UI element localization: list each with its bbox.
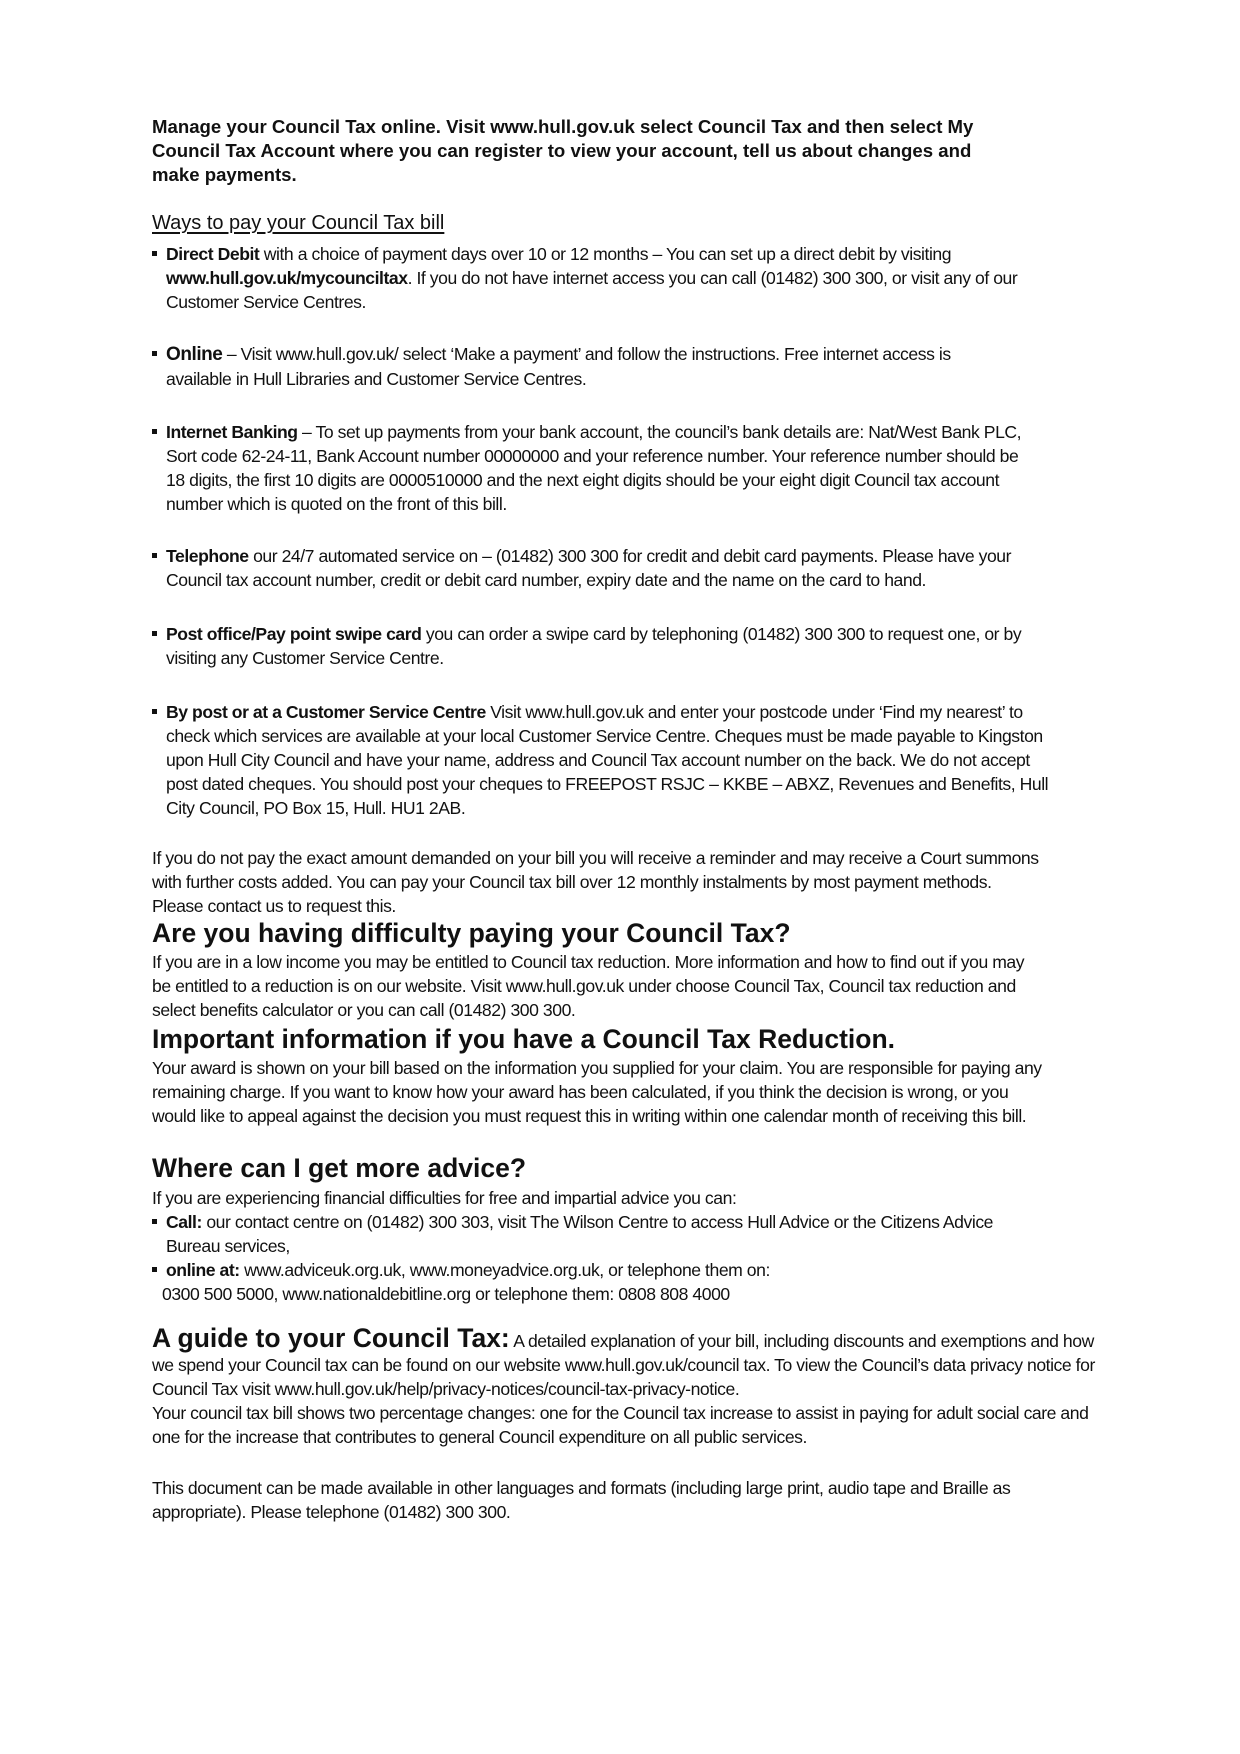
payment-item-direct-debit (152, 242, 1032, 314)
advice-text: www.adviceuk.org.uk, www.moneyadvice.org.uk, or telephone them on: (239, 1260, 770, 1280)
formats-paragraph: This document can be made available in other languages and formats (including large print, audio tape and Braille as appropriate). Please telephone (01482) 300 300. (152, 1478, 1011, 1522)
guide-heading: A guide to your Council Tax: (152, 1323, 510, 1353)
ways-to-pay-heading: Ways to pay your Council Tax bill (152, 212, 445, 234)
advice-label: Call: (166, 1212, 202, 1232)
guide-paragraph (152, 1323, 1102, 1449)
payment-method-label: By post or at a Customer Service Centre (166, 702, 486, 722)
payment-method-label: Post office/Pay point swipe card (166, 624, 422, 644)
bullet-icon (152, 631, 157, 636)
payment-item-online (152, 342, 1012, 391)
advice-label: online at: (166, 1260, 240, 1280)
payment-item-by-post (152, 700, 1062, 820)
intro-paragraph: Manage your Council Tax online. Visit www.hull.gov.uk select Council Tax and then select My Council Tax Account where you can register to view your account, tell us about changes and make payments. (152, 116, 974, 185)
payment-method-label: Direct Debit (166, 244, 260, 264)
advice-item-call (152, 1210, 1042, 1258)
payment-item-swipe-card (152, 622, 1032, 670)
payment-method-text: our 24/7 automated service on – (01482) 300 300 for credit and debit card payments. Please have your Council tax account number, credit or debit card number, expiry date and the name on the card to hand. (166, 546, 1012, 590)
payment-method-text: Visit www.hull.gov.uk and enter your postcode under ‘Find my nearest’ to check which services are available at your local Customer Service Centre. Cheques must be made payable to Kingston upon Hull City Council and have your name, address and Council Tax account number on the back. We do not accept post dated cheques. You should post your cheques to FREEPOST RSJC – KKBE – ABXZ, Revenues and Benefits, Hull City Council, PO Box 15, Hull. HU1 2AB. (166, 702, 1049, 818)
payment-item-internet-banking (152, 420, 1032, 516)
payment-method-label: Telephone (166, 546, 249, 566)
payment-method-label: Online (166, 344, 223, 365)
difficulty-paragraph: If you are in a low income you may be entitled to Council tax reduction. More information and how to find out if you may be entitled to a reduction is on our website. Visit www.hull.gov.uk under choose Council Tax, Council tax reduction and select benefits calculator or you can call (01482) 300 300. (152, 952, 1025, 1020)
mycounciltax-link[interactable]: www.hull.gov.uk/mycounciltax (166, 268, 408, 288)
payment-method-text: you can order a swipe card by telephoning (01482) 300 300 to request one, or by visiting any Customer Service Centre. (166, 624, 1022, 668)
payment-item-telephone (152, 544, 1032, 592)
bullet-icon (152, 709, 157, 714)
bullet-icon (152, 1219, 157, 1224)
payment-method-text: . If you do not have internet access you can call (01482) 300 300, or visit any of our Customer Service Centres. (166, 268, 1018, 312)
bullet-icon (152, 1267, 157, 1272)
advice-intro: If you are experiencing financial difficulties for free and impartial advice you can: (152, 1188, 737, 1208)
guide-text: A detailed explanation of your bill, including discounts and exemptions and how we spend your Council tax can be found on our website www.hull.gov.uk/council tax. To view the Council’s data privacy notice for Council Tax visit www.hull.gov.uk/help/privacy-notices/council-tax-privacy-notice. (152, 1331, 1095, 1399)
advice-text: our contact centre on (01482) 300 303, visit The Wilson Centre to access Hull Advice or the Citizens Advice Bureau services, (166, 1212, 994, 1256)
bullet-icon (152, 429, 157, 434)
payment-method-label: Internet Banking (166, 422, 298, 442)
advice-item-online (152, 1258, 1042, 1306)
guide-text-2: Your council tax bill shows two percentage changes: one for the Council tax increase to assist in paying for adult social care and one for the increase that contributes to general Council expenditure on all public services. (152, 1403, 1089, 1447)
payment-method-text: with a choice of payment days over 10 or 12 months – You can set up a direct debit by visiting (259, 244, 952, 264)
advice-text: 0300 500 5000, www.nationaldebitline.org or telephone them: 0808 808 4000 (162, 1284, 730, 1304)
advice-heading: Where can I get more advice? (152, 1153, 527, 1183)
difficulty-heading: Are you having difficulty paying your Council Tax? (152, 918, 791, 948)
bullet-icon (152, 251, 157, 256)
bullet-icon (152, 553, 157, 558)
bullet-icon (152, 351, 157, 356)
payment-method-text: – Visit www.hull.gov.uk/ select ‘Make a payment’ and follow the instructions. Free internet access is available in Hull Libraries and Customer Service Centres. (166, 344, 951, 389)
reduction-heading: Important information if you have a Council Tax Reduction. (152, 1024, 896, 1054)
reduction-paragraph: Your award is shown on your bill based on the information you supplied for your claim. You are responsible for paying any remaining charge. If you want to know how your award has been calculated, if you think the decision is wrong, or you would like to appeal against the decision you must request this in writing within one calendar month of receiving this bill. (152, 1058, 1042, 1126)
payment-method-text: – To set up payments from your bank account, the council’s bank details are: Nat/West Bank PLC, Sort code 62-24-11, Bank Account number 00000000 and your reference number. Your reference number should be 18 digits, the first 10 digits are 0000510000 and the next eight digits should be your eight digit Council tax account number which is quoted on the front of this bill. (166, 422, 1022, 514)
reminder-paragraph: If you do not pay the exact amount demanded on your bill you will receive a reminder and may receive a Court summons with further costs added. You can pay your Council tax bill over 12 monthly instalments by most payment methods. Please contact us to request this. (152, 848, 1039, 916)
